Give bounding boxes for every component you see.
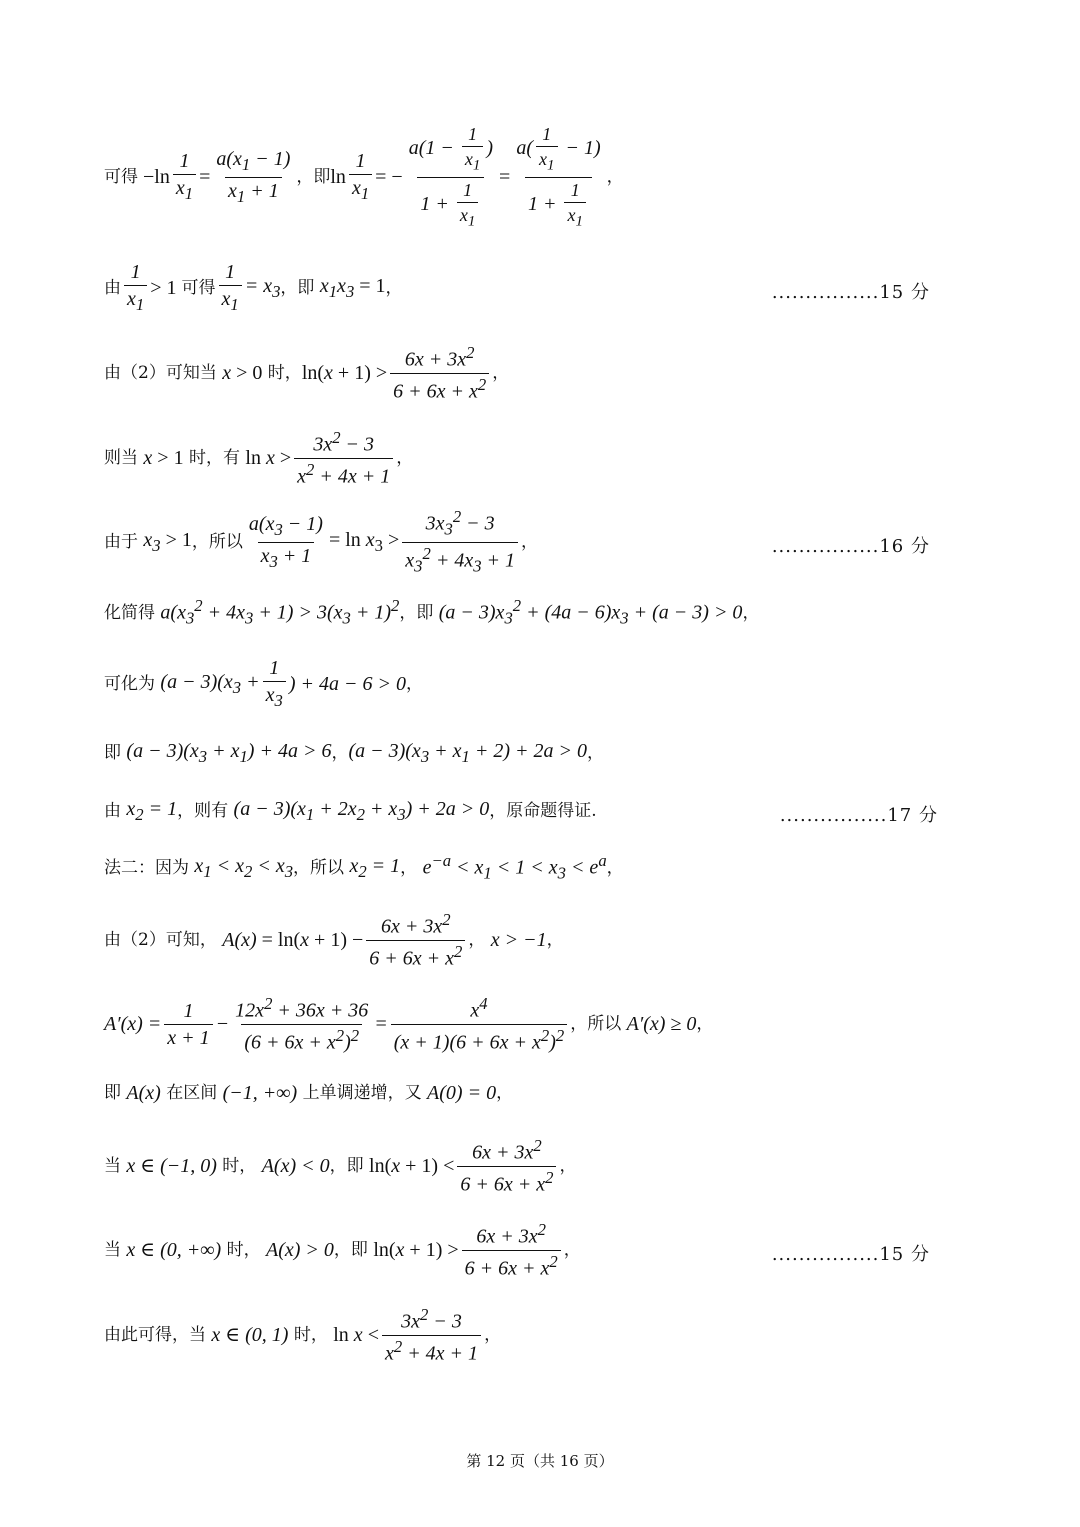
solution-line-12: A′(x) = $\frac{1}{x + 1}$ − $\frac{12x^2 + 36x + 36}{(6 + 6x + x^2)^2}$ = $\frac{x^4}{(x + 1)(6 + 6x + x^2)^2}$ ，所以 A′(x) ≥ 0 ， [104, 993, 714, 1054]
page-footer: 第 12 页（共 16 页） [466, 1452, 614, 1470]
score-15-a: ................15 分 [771, 282, 930, 303]
solution-line-8: 即 $(a - 3)(x_3 + x_1) + 4a > 6$ ， $(a - 3)(x_3 + x_1 + 2) + 2a > 0$ ， [104, 739, 604, 766]
score-15-b: ................15 分 [771, 1244, 930, 1265]
solution-line-2: 由 $\frac{1}{x_1}$ > 1 可得 $\frac{1}{x_1}$ = $x_3$ ，即 $x_1x_3 = 1$ ， [104, 261, 403, 315]
math-line-1: 可得 −ln $\frac{1}{x_1}$ = $\frac{a(x_1 - 1)}{x_1 + 1}$ ，即 ln $\frac{1}{x_1}$ = − a(1 − $\frac{1}{x_1}$ ) 1 + $\frac{1}{x_1}$ = a( $\frac{1}{x_1}$ − 1) 1 + $\frac{1}{x_1}$ ， [104, 123, 624, 230]
solution-line-9: 由 $x_2 = 1$ ，则有 $(a - 3)(x_1 + 2x_2 + x_3) + 2a > 0$ ，原命题得证. [104, 797, 597, 824]
solution-line-6: 化简得 $a(x_3^2 + 4x_3 + 1) > 3(x_3 + 1)^2$ ，即 $(a - 3)x_3^2 + (4a - 6)x_3 + (a - 3) > 0$ ， [104, 596, 760, 628]
solution-line-3: 由（2）可知当 x > 0 时， ln(x + 1) > $\frac{6x + 3x^2}{6 + 6x + x^2}$ ， [104, 342, 510, 403]
score-16: ................16 分 [771, 536, 930, 557]
solution-line-15: 当 x ∈ (0, +∞) 时， A(x) > 0 ，即 ln(x + 1) > $\frac{6x + 3x^2}{6 + 6x + x^2}$ ， [104, 1219, 581, 1280]
solution-line-10: 法二：因为 $x_1 < x_2 < x_3$ ，所以 $x_2 = 1$ ， $e^{-a} < x_1 < 1 < x_3 < e^a$ ， [104, 851, 624, 883]
solution-line-7: 可化为 $(a - 3)(x_3$ + $\frac{1}{x_3}$ ) + 4a − 6 > 0 ， [104, 657, 423, 711]
solution-line-5: 由于 $x_3 > 1$ ，所以 $\frac{a(x_3 - 1)}{x_3 + 1}$ = $\ln x_3$ > $\frac{3x_3^2 - 3}{x_3^2 + 4x_3 + 1}$ ， [104, 507, 539, 576]
solution-line-14: 当 x ∈ (−1, 0) 时， A(x) < 0 ，即 ln(x + 1) < $\frac{6x + 3x^2}{6 + 6x + x^2}$ ， [104, 1135, 577, 1196]
solution-line-16: 由此可得，当 x ∈ (0, 1) 时， ln x < $\frac{3x^2 - 3}{x^2 + 4x + 1}$ ， [104, 1304, 502, 1365]
solution-line-11: 由（2）可知， A(x) = ln(x + 1) − $\frac{6x + 3x^2}{6 + 6x + x^2}$ ， x > −1 ， [104, 909, 564, 970]
score-17: ................17 分 [779, 805, 938, 826]
solution-line-13: 即 A(x) 在区间 (−1, +∞) 上单调递增，又 A(0) = 0 ， [104, 1082, 514, 1104]
solution-line-4: 则当 x > 1 时，有 ln x > $\frac{3x^2 - 3}{x^2 + 4x + 1}$ ， [104, 427, 414, 488]
